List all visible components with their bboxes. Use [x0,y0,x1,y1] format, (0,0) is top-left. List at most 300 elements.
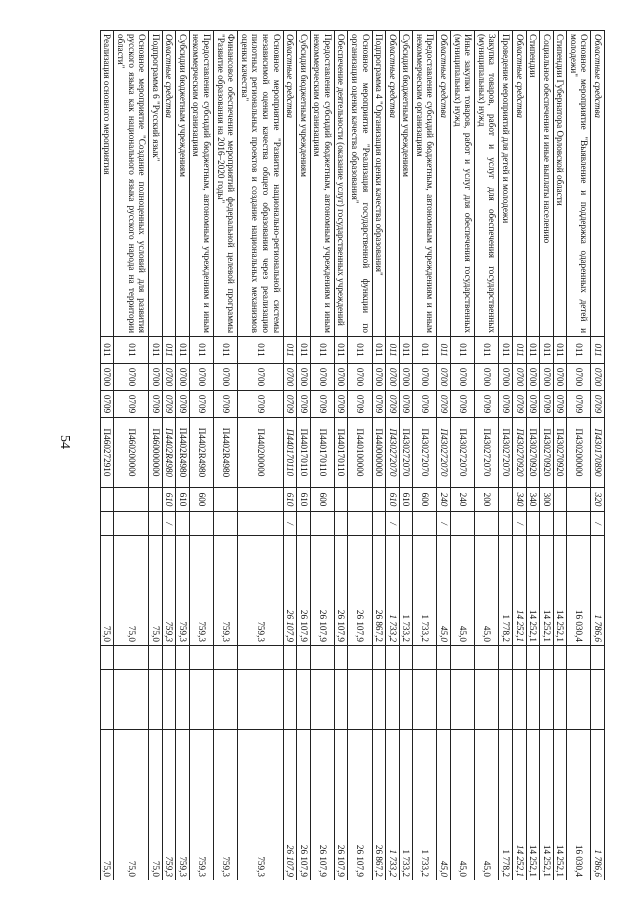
row-expense-type: 240 [451,488,475,512]
table-row [334,31,348,881]
row-name: Основное мероприятие "Создание полноценных условий для развития русского языка как национального языка русского народа на территории области" [114,31,149,337]
row-section: 0700 [114,364,149,391]
row-blank [162,646,176,670]
row-marker [238,512,283,536]
row-blank [214,646,238,670]
row-marker [334,512,348,536]
row-name: Подпрограмма 6 "Русский язык" [149,31,163,337]
row-blank [451,646,475,670]
row-target-article: П430272070 [399,418,413,488]
row-expense-type [114,488,149,512]
row-amount-total: 759,3 [214,730,238,881]
row-blank [283,670,297,730]
table-row [386,31,400,881]
row-amount: 26 107,9 [334,536,348,646]
row-blank [567,646,591,670]
row-subsection: 0709 [512,391,526,418]
row-blank [591,670,605,730]
row-section: 0700 [526,364,540,391]
table-row [348,31,372,881]
row-marker [297,512,311,536]
row-section: 0700 [348,364,372,391]
table-row [567,31,591,881]
row-grbs: 011 [149,337,163,364]
row-amount: 1 733,2 [386,536,400,646]
row-blank [176,670,190,730]
row-blank [348,670,372,730]
row-marker [399,512,413,536]
row-blank [149,646,163,670]
row-blank [297,670,311,730]
row-amount-total: 14 252,1 [553,730,567,881]
row-section: 0700 [499,364,513,391]
row-name: Предоставление субсидий бюджетным, автономным учреждениям и иным некоммерческим организациям [413,31,437,337]
row-grbs: 011 [372,337,386,364]
row-amount-total: 759,3 [238,730,283,881]
row-grbs: 011 [297,337,311,364]
row-target-article: П430270920 [540,418,554,488]
row-amount: 759,3 [189,536,213,646]
row-amount-total: 45,0 [475,730,499,881]
row-subsection: 0709 [149,391,163,418]
row-target-article: П440100000 [348,418,372,488]
row-grbs: 011 [413,337,437,364]
row-target-article: П4402R4980 [162,418,176,488]
row-marker [372,512,386,536]
row-blank [399,646,413,670]
row-section: 0700 [399,364,413,391]
row-blank [499,646,513,670]
row-blank [512,646,526,670]
row-amount-total: 759,3 [189,730,213,881]
row-blank [475,670,499,730]
row-amount: 1 786,6 [591,536,605,646]
table-row [297,31,311,881]
row-target-article: П430272070 [499,418,513,488]
row-marker [567,512,591,536]
row-marker [310,512,334,536]
row-expense-type: 610 [283,488,297,512]
row-blank [114,670,149,730]
row-blank [334,646,348,670]
row-subsection: 0709 [451,391,475,418]
row-target-article: П430272070 [451,418,475,488]
row-amount-total: 75,0 [114,730,149,881]
row-subsection: 0709 [100,391,114,418]
row-section: 0700 [553,364,567,391]
row-name: Субсидии бюджетным учреждениям [399,31,413,337]
row-name: Областные средства [437,31,451,337]
row-blank [540,670,554,730]
row-subsection: 0709 [475,391,499,418]
row-target-article: П430272070 [437,418,451,488]
row-grbs: 011 [162,337,176,364]
row-section: 0700 [451,364,475,391]
row-expense-type: 610 [399,488,413,512]
row-blank [413,670,437,730]
row-target-article: П430200000 [567,418,591,488]
table-row [162,31,176,881]
row-name: Областные средства [512,31,526,337]
row-subsection: 0709 [189,391,213,418]
row-target-article: П430270920 [553,418,567,488]
row-blank [540,646,554,670]
row-section: 0700 [149,364,163,391]
row-expense-type: 610 [386,488,400,512]
row-subsection: 0709 [526,391,540,418]
row-amount-total: 26 867,2 [372,730,386,881]
row-subsection: 0709 [297,391,311,418]
row-marker [176,512,190,536]
row-section: 0700 [540,364,554,391]
row-blank [475,646,499,670]
row-target-article: П4402R4980 [189,418,213,488]
row-blank [437,646,451,670]
row-name: Реализация основного мероприятия [100,31,114,337]
row-expense-type [553,488,567,512]
table-row [238,31,283,881]
row-section: 0700 [100,364,114,391]
row-expense-type: 600 [189,488,213,512]
row-grbs: 011 [189,337,213,364]
row-amount: 26 107,9 [283,536,297,646]
row-blank [372,646,386,670]
row-target-article: П430272070 [386,418,400,488]
table-container [70,30,605,880]
table-row [540,31,554,881]
row-amount-total: 14 252,1 [526,730,540,881]
row-grbs: 011 [310,337,334,364]
row-grbs: 011 [526,337,540,364]
table-row [553,31,567,881]
budget-table-body [100,31,604,881]
row-blank [386,670,400,730]
row-amount: 14 252,1 [512,536,526,646]
row-expense-type: 340 [526,488,540,512]
row-section: 0700 [334,364,348,391]
row-target-article: П430170890 [591,418,605,488]
row-marker [475,512,499,536]
row-blank [238,670,283,730]
row-section: 0700 [475,364,499,391]
table-row [475,31,499,881]
row-marker: / [591,512,605,536]
row-expense-type: 610 [176,488,190,512]
row-subsection: 0709 [283,391,297,418]
row-blank [553,646,567,670]
table-row [526,31,540,881]
row-blank [348,646,372,670]
row-subsection: 0709 [567,391,591,418]
table-row [310,31,334,881]
row-marker: / [512,512,526,536]
table-row [114,31,149,881]
row-expense-type [238,488,283,512]
row-target-article: П460272910 [100,418,114,488]
row-expense-type: 200 [475,488,499,512]
row-amount-total: 26 107,9 [310,730,334,881]
row-amount-total: 26 107,9 [283,730,297,881]
row-grbs: 011 [437,337,451,364]
row-subsection: 0709 [348,391,372,418]
row-blank [399,670,413,730]
row-section: 0700 [176,364,190,391]
row-expense-type [100,488,114,512]
row-marker [526,512,540,536]
row-grbs: 011 [475,337,499,364]
row-blank [297,646,311,670]
row-subsection: 0709 [386,391,400,418]
row-expense-type: 600 [413,488,437,512]
row-blank [189,670,213,730]
row-section: 0700 [591,364,605,391]
row-name: Закупка товаров, работ и услуг для обеспечения государственных (муниципальных) нужд [475,31,499,337]
row-amount-total: 1 778,2 [499,730,513,881]
row-name: Иные закупки товаров, работ и услуг для обеспечения государственных (муниципальных) нужд [451,31,475,337]
row-amount-total: 1 733,2 [399,730,413,881]
table-row [283,31,297,881]
row-amount-total: 1 733,2 [386,730,400,881]
row-grbs: 011 [283,337,297,364]
row-grbs: 011 [591,337,605,364]
row-marker: / [283,512,297,536]
row-blank [499,670,513,730]
table-row [214,31,238,881]
row-marker [100,512,114,536]
row-subsection: 0709 [214,391,238,418]
table-row [437,31,451,881]
row-subsection: 0709 [499,391,513,418]
row-subsection: 0709 [114,391,149,418]
row-grbs: 011 [512,337,526,364]
row-amount-total: 26 107,9 [297,730,311,881]
row-blank [451,670,475,730]
row-amount-total: 14 252,1 [512,730,526,881]
row-expense-type: 240 [437,488,451,512]
row-target-article: П430272070 [413,418,437,488]
row-section: 0700 [413,364,437,391]
row-name: Областные средства [386,31,400,337]
row-expense-type: 340 [512,488,526,512]
row-target-article: П430272070 [475,418,499,488]
row-amount-total: 45,0 [437,730,451,881]
row-expense-type [334,488,348,512]
row-target-article: П440170110 [297,418,311,488]
row-subsection: 0709 [162,391,176,418]
row-grbs: 011 [100,337,114,364]
row-name: Областные средства [162,31,176,337]
row-blank [372,670,386,730]
row-section: 0700 [310,364,334,391]
row-grbs: 011 [114,337,149,364]
row-blank [310,646,334,670]
table-row [100,31,114,881]
row-amount: 26 867,2 [372,536,386,646]
row-amount: 759,3 [176,536,190,646]
row-target-article: П4402R4980 [176,418,190,488]
row-marker [540,512,554,536]
row-blank [512,670,526,730]
row-marker [348,512,372,536]
row-expense-type [214,488,238,512]
row-grbs: 011 [553,337,567,364]
row-amount: 759,3 [162,536,176,646]
row-name: Основное мероприятие "Выявление и поддержка одаренных детей и молодежи" [567,31,591,337]
row-name: Областные средства [591,31,605,337]
row-amount-total: 759,3 [176,730,190,881]
table-row [372,31,386,881]
row-blank [526,646,540,670]
row-blank [100,670,114,730]
row-target-article: П460000000 [149,418,163,488]
row-name: Основное мероприятие "Развитие национально-региональной системы независимой оценки качества общего образования через реализацию пилотных региональных проектов и создание национальных механизмов оценки качества" [238,31,283,337]
row-target-article: П440170110 [310,418,334,488]
row-name: Стипендии [526,31,540,337]
row-name: Предоставление субсидий бюджетным, автономным учреждениям и иным некоммерческим организациям [310,31,334,337]
row-name: Предоставление субсидий бюджетным, автономным учреждениям и иным некоммерческим организациям [189,31,213,337]
row-blank [567,670,591,730]
row-marker [499,512,513,536]
row-amount: 26 107,9 [310,536,334,646]
row-expense-type: 320 [591,488,605,512]
row-name: Социальное обеспечение и иные выплаты населению [540,31,554,337]
row-blank [386,646,400,670]
row-name: Стипендии Губернатора Орловской области [553,31,567,337]
row-blank [149,670,163,730]
row-expense-type: 610 [297,488,311,512]
row-name: Субсидии бюджетным учреждениям [176,31,190,337]
row-blank [310,670,334,730]
row-expense-type: 610 [162,488,176,512]
row-marker [451,512,475,536]
row-expense-type [348,488,372,512]
row-target-article: П430270920 [512,418,526,488]
row-subsection: 0709 [310,391,334,418]
row-blank [100,646,114,670]
row-marker: / [437,512,451,536]
row-amount-total: 14 252,1 [540,730,554,881]
row-amount: 45,0 [475,536,499,646]
row-amount: 14 252,1 [553,536,567,646]
row-grbs: 011 [334,337,348,364]
row-blank [591,646,605,670]
row-amount: 45,0 [437,536,451,646]
row-amount: 14 252,1 [540,536,554,646]
row-section: 0700 [512,364,526,391]
row-amount: 759,3 [214,536,238,646]
row-amount: 16 030,4 [567,536,591,646]
row-marker: / [386,512,400,536]
row-name: Областные средства [283,31,297,337]
row-section: 0700 [283,364,297,391]
row-target-article: П440170110 [334,418,348,488]
row-amount: 1 778,2 [499,536,513,646]
row-amount: 26 107,9 [348,536,372,646]
row-subsection: 0709 [540,391,554,418]
row-grbs: 011 [386,337,400,364]
row-grbs: 011 [540,337,554,364]
row-blank [214,670,238,730]
row-amount: 759,3 [238,536,283,646]
row-grbs: 011 [499,337,513,364]
row-section: 0700 [386,364,400,391]
row-amount: 26 107,9 [297,536,311,646]
row-blank [437,670,451,730]
row-section: 0700 [297,364,311,391]
row-expense-type [149,488,163,512]
row-blank [162,670,176,730]
row-marker [553,512,567,536]
row-subsection: 0709 [399,391,413,418]
row-expense-type: 600 [310,488,334,512]
row-subsection: 0709 [553,391,567,418]
row-amount: 14 252,1 [526,536,540,646]
row-name: Обеспечение деятельности (оказание услуг) государственных учреждений [334,31,348,337]
row-amount: 75,0 [100,536,114,646]
row-blank [189,646,213,670]
row-expense-type [567,488,591,512]
row-grbs: 011 [348,337,372,364]
table-row [176,31,190,881]
row-section: 0700 [214,364,238,391]
row-section: 0700 [162,364,176,391]
table-row [149,31,163,881]
table-row [591,31,605,881]
row-subsection: 0709 [437,391,451,418]
row-amount: 75,0 [149,536,163,646]
row-expense-type [499,488,513,512]
row-subsection: 0709 [238,391,283,418]
row-amount-total: 1 786,6 [591,730,605,881]
rotated-table-area [70,30,605,880]
row-grbs: 011 [399,337,413,364]
row-blank [176,646,190,670]
row-target-article: П440200000 [238,418,283,488]
row-expense-type: 300 [540,488,554,512]
row-amount-total: 26 107,9 [334,730,348,881]
table-row [451,31,475,881]
row-name: Финансовое обеспечение мероприятий федеральной целевой программы "Развитие образования на 2016–2020 годы" [214,31,238,337]
row-grbs: 011 [238,337,283,364]
row-blank [526,670,540,730]
row-expense-type [372,488,386,512]
row-amount-total: 759,3 [162,730,176,881]
row-subsection: 0709 [372,391,386,418]
row-target-article: П4402R4980 [214,418,238,488]
row-amount: 1 733,2 [399,536,413,646]
row-blank [413,646,437,670]
row-subsection: 0709 [591,391,605,418]
row-amount: 45,0 [451,536,475,646]
row-blank [283,646,297,670]
table-row [413,31,437,881]
row-marker [214,512,238,536]
row-name: Проведение мероприятий для детей и молодежи [499,31,513,337]
row-subsection: 0709 [413,391,437,418]
row-marker [413,512,437,536]
row-amount-total: 16 030,4 [567,730,591,881]
row-marker [149,512,163,536]
row-target-article: П440000000 [372,418,386,488]
row-marker [114,512,149,536]
table-row [499,31,513,881]
row-amount-total: 75,0 [100,730,114,881]
table-row [512,31,526,881]
row-name: Субсидии бюджетным учреждениям [297,31,311,337]
row-name: Подпрограмма 4 "Организация оценки качества образования" [372,31,386,337]
row-amount: 1 733,2 [413,536,437,646]
page-number: 54 [57,435,72,449]
